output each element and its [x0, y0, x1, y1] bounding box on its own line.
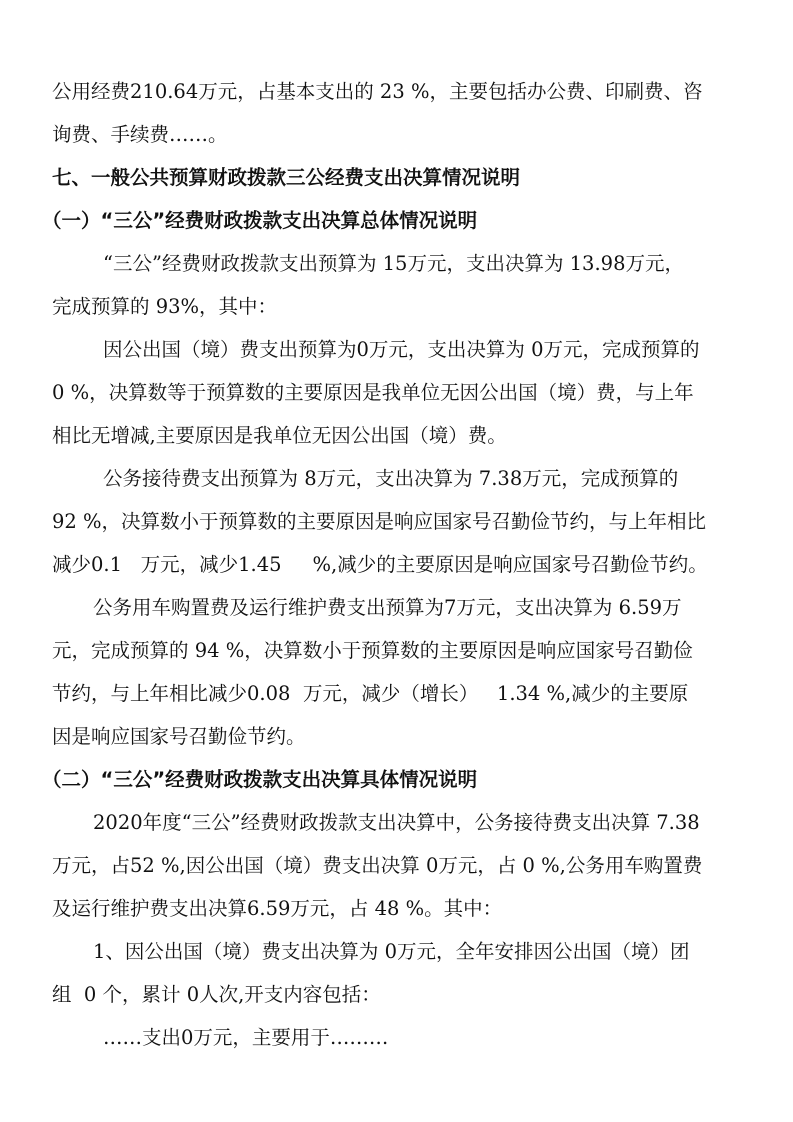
section-heading: 七、一般公共预算财政拨款三公经费支出决算情况说明 — [52, 166, 521, 189]
body-line: 相比无增减,主要原因是我单位无因公出国（境）费。 — [52, 424, 507, 447]
body-line: 2020年度“三公”经费财政拨款支出决算中，公务接待费支出决算 7.38 — [93, 811, 700, 834]
body-line: 因是响应国家号召勤俭节约。 — [52, 725, 306, 748]
body-line: 万元，占52 %,因公出国（境）费支出决算 0万元，占 0 %,公务用车购置费 — [52, 854, 703, 877]
body-line: 组 0 个，累计 0人次,开支内容包括： — [52, 983, 381, 1006]
body-line: 公务接待费支出预算为 8万元，支出决算为 7.38万元，完成预算的 — [103, 467, 679, 490]
body-line: 0 %，决算数等于预算数的主要原因是我单位无因公出国（境）费，与上年 — [52, 381, 694, 404]
body-line: 完成预算的 93%，其中： — [52, 295, 278, 318]
body-line: 92 %，决算数小于预算数的主要原因是响应国家号召勤俭节约，与上年相比 — [52, 510, 707, 533]
body-line: 因公出国（境）费支出预算为0万元，支出决算为 0万元，完成预算的 — [103, 338, 700, 361]
body-line: 公用经费210.64万元，占基本支出的 23 %，主要包括办公费、印刷费、咨 — [52, 80, 703, 103]
body-line: 1、因公出国（境）费支出决算为 0万元，全年安排因公出国（境）团 — [93, 940, 690, 963]
subsection-heading: （一）“三公”经费财政拨款支出决算总体情况说明 — [42, 209, 478, 232]
body-line: 节约，与上年相比减少0.08 万元，减少（增长） 1.34 %,减少的主要原 — [52, 682, 689, 705]
body-line: ……支出0万元，主要用于……… — [103, 1026, 389, 1049]
body-line: 及运行维护费支出决算6.59万元，占 48 %。其中： — [52, 897, 503, 920]
body-line: “三公”经费财政拨款支出预算为 15万元，支出决算为 13.98万元， — [103, 252, 684, 275]
body-line: 询费、手续费……。 — [52, 123, 228, 146]
body-line: 减少0.1 万元，减少1.45 %,减少的主要原因是响应国家号召勤俭节约。 — [52, 553, 708, 576]
subsection-heading: （二）“三公”经费财政拨款支出决算具体情况说明 — [42, 768, 478, 791]
body-line: 公务用车购置费及运行维护费支出预算为7万元，支出决算为 6.59万 — [93, 596, 682, 619]
body-line: 元，完成预算的 94 %，决算数小于预算数的主要原因是响应国家号召勤俭 — [52, 639, 693, 662]
